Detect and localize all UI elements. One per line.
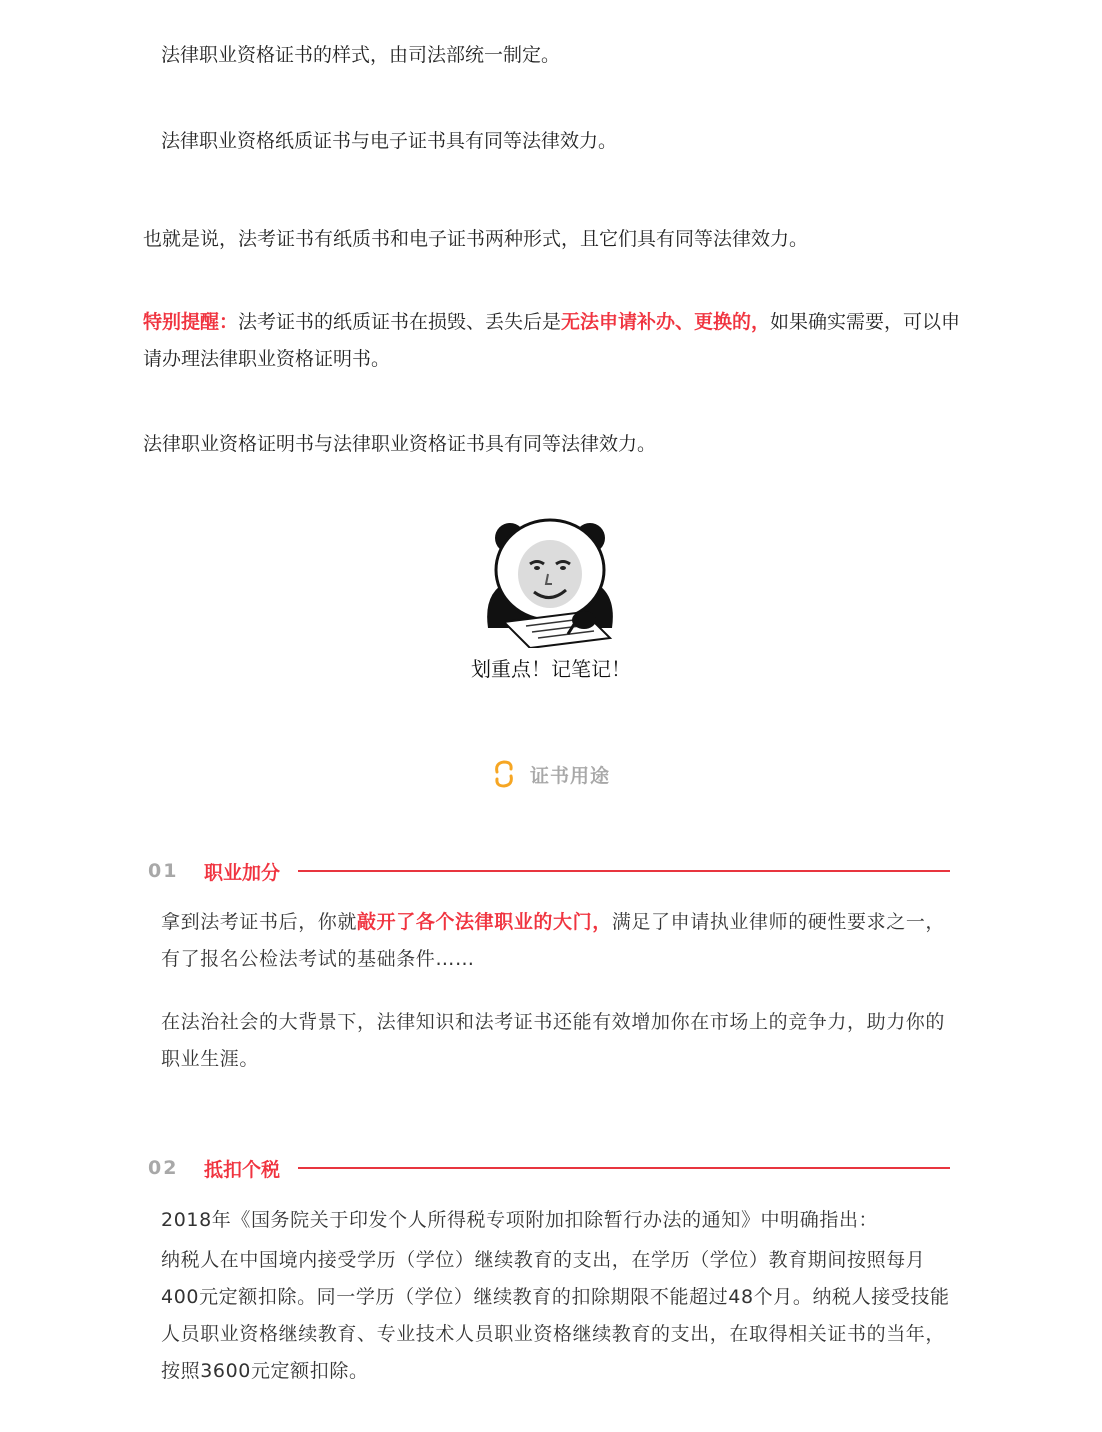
section-header-02 (148, 1150, 950, 1186)
meme-caption: 划重点！记笔记！ (471, 657, 631, 681)
reminder-text-a: 法考证书的纸质证书在损毁、丢失后是 (238, 311, 562, 333)
section1-text-b: 满足了申请执业律师的硬性要求之一，有了报名公检法考试的基础条件…… (161, 911, 946, 970)
reminder-highlight: 无法申请补办、更换的， (561, 311, 771, 333)
panda-meme-image (460, 508, 640, 648)
topic-header (0, 756, 1102, 792)
section2-paragraph-1: 2018年《国务院关于印发个人所得税专项附加扣除暂行办法的通知》中明确指出： (161, 1209, 879, 1231)
section-divider-line (298, 1167, 950, 1169)
section-number: 02 (148, 1157, 179, 1179)
topic-title: 证书用途 (529, 764, 610, 787)
section-title: 抵扣个税 (204, 1158, 281, 1181)
chain-link-icon (492, 758, 516, 790)
section1-paragraph-2: 在法治社会的大背景下，法律知识和法考证书还能有效增加你在市场上的竞争力，助力你的职业生涯。 (161, 1011, 946, 1070)
section-divider-line (298, 870, 950, 872)
section1-highlight: 敲开了各个法律职业的大门， (357, 911, 612, 933)
section1-text-a: 拿到法考证书后，你就 (161, 911, 358, 933)
section-title: 职业加分 (204, 861, 281, 884)
paragraph-certificate-proof: 法律职业资格证明书与法律职业资格证书具有同等法律效力。 (143, 433, 657, 455)
paragraph-cert-validity: 法律职业资格纸质证书与电子证书具有同等法律效力。 (161, 130, 618, 152)
section-header-01 (148, 853, 950, 889)
section-number: 01 (148, 860, 179, 882)
paragraph-special-reminder (143, 304, 963, 378)
reminder-label: 特别提醒： (143, 311, 239, 333)
reminder-text-b: 如果确实需要，可以申请办理法律职业资格证明书。 (143, 311, 961, 370)
section1-paragraph-1 (161, 904, 951, 978)
paragraph-cert-style: 法律职业资格证书的样式，由司法部统一制定。 (161, 44, 561, 66)
paragraph-summary: 也就是说，法考证书有纸质书和电子证书两种形式，且它们具有同等法律效力。 (143, 228, 809, 250)
section2-paragraph-2: 纳税人在中国境内接受学历（学位）继续教育的支出，在学历（学位）教育期间按照每月400元定额扣除。同一学历（学位）继续教育的扣除期限不能超过48个月。纳税人接受技能人员职业资格继续教育、专业技术人员职业资格继续教育的支出，在取得相关证书的当年，按照3600元定额扣除。 (161, 1249, 950, 1382)
